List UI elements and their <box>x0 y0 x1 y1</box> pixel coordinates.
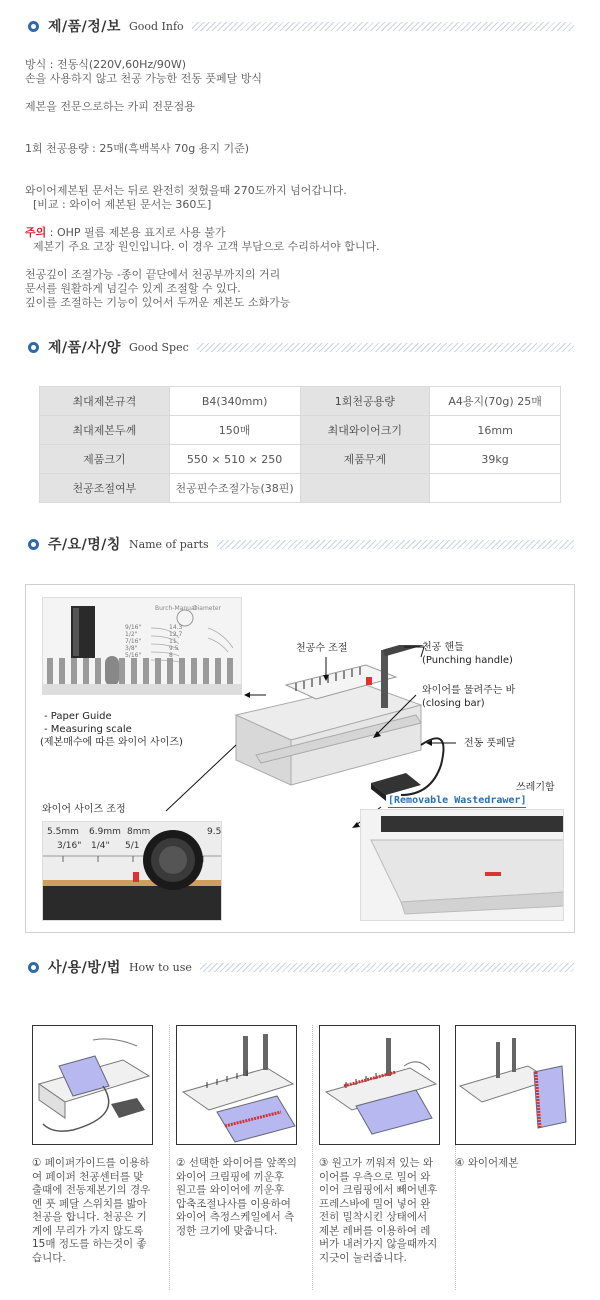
step-4-illustration <box>456 1026 576 1145</box>
section-divider <box>217 540 574 549</box>
step-1 <box>32 1025 153 1265</box>
wire-adjust-photo <box>42 821 222 921</box>
scale-value: 5.5mm <box>47 827 79 837</box>
spec-label: 최대제본두께 <box>40 416 170 445</box>
scale-value: 8mm <box>127 827 151 837</box>
scale-value: 6.9mm <box>89 827 121 837</box>
info-line: 와이어제본된 문서는 뒤로 완전히 젖혔을때 270도까지 넘어갑니다. <box>25 184 347 197</box>
chart-size-1: 1/2" <box>125 631 138 638</box>
spec-label: 제품무게 <box>300 445 430 474</box>
step-text: ④ 와이어제본 <box>455 1157 519 1169</box>
section-bullet-icon <box>28 21 39 32</box>
step-3-image <box>319 1025 440 1145</box>
info-line: 제본을 전문으로하는 카피 전문점용 <box>25 100 195 113</box>
section-header-parts <box>28 535 574 553</box>
info-line: 문서를 원활하게 넘길수 있게 조절할 수 있다. <box>25 282 241 295</box>
chart-dia-3: 9.5 <box>169 645 179 652</box>
label-drawer-ko: 쓰레기함 <box>516 782 555 793</box>
scale-value: 9.5 <box>207 827 222 837</box>
spec-value: 550 × 510 × 250 <box>169 445 300 474</box>
spec-value: 150매 <box>169 416 300 445</box>
info-line: 방식 : 전동식(220V,60Hz/90W) <box>25 58 187 71</box>
table-row <box>40 474 561 503</box>
table-row <box>40 387 561 416</box>
chart-size-4: 5/16" <box>125 652 142 659</box>
scale-value: 3/16" <box>57 841 82 851</box>
section-subtitle: Good Info <box>128 19 184 33</box>
spec-value <box>430 474 561 503</box>
step-1-illustration <box>33 1026 153 1145</box>
warning-line: 제본기 주요 고장 원인입니다. 이 경우 고객 부담으로 수리하셔야 합니다. <box>33 240 380 253</box>
step-4 <box>455 1025 576 1171</box>
section-title: 제/품/사/양 <box>48 340 121 356</box>
spec-value: B4(340mm) <box>169 387 300 416</box>
label-drawer-en: [Removable Wastedrawer] <box>388 795 527 806</box>
info-line: 1회 천공용량 : 25매(흑백복사 70g 용지 기준) <box>25 142 250 155</box>
step-separator <box>312 1025 313 1290</box>
label-paper-guide: - Paper Guide <box>44 711 112 722</box>
spec-label: 천공조절여부 <box>40 474 170 503</box>
warning-line: 주의 : OHP 필름 제본용 표지로 사용 불가 <box>25 226 226 239</box>
chart-size-2: 7/16" <box>125 638 142 645</box>
label-measuring-scale: - Measuring scale <box>44 724 132 735</box>
section-subtitle: Good Spec <box>128 340 189 354</box>
spec-value: 16mm <box>430 416 561 445</box>
step-1-image <box>32 1025 153 1145</box>
section-subtitle: Name of parts <box>128 537 209 551</box>
step-text: ① 페이퍼가이드를 이용하여 페이퍼 천공센터를 맞출때에 전동제본기의 경우엔 풋 페달 스위치를 밟아 천공을 합니다. 천공은 기계에 무리가 가지 않도록 15매 정도를 하는것이 좋습니다. <box>32 1157 151 1264</box>
section-bullet-icon <box>28 539 39 550</box>
section-divider <box>200 963 574 972</box>
step-2-image <box>176 1025 297 1145</box>
label-wire-adjust: 와이어 사이즈 조정 <box>42 804 126 815</box>
label-closing-en: (closing bar) <box>422 698 485 709</box>
waste-drawer-illustration <box>361 810 564 921</box>
step-text: ③ 원고가 끼워져 있는 와이어를 우측으로 밀어 와이어 크림핑에서 빼어넨후 프레스바에 밀어 넣어 완전히 밀착시킨 상태에서 제본 레버를 이용하여 레버가 내려가지 않을때까지 지긋이 눌러줍니다. <box>319 1157 438 1264</box>
spec-label: 제품크기 <box>40 445 170 474</box>
scale-value: 1/4" <box>91 841 110 851</box>
info-line: 깊이를 조절하는 기능이 있어서 두꺼운 제본도 소화가능 <box>25 296 291 309</box>
step-3 <box>319 1025 440 1265</box>
section-header-spec <box>28 338 574 356</box>
chart-label-diameter: Diameter <box>193 605 222 612</box>
section-header-info <box>28 17 574 35</box>
label-wire-size-note: (제본매수에 따른 와이어 사이즈) <box>40 737 183 748</box>
label-handle-ko: 천공 핸들 <box>422 642 464 653</box>
spec-value: 천공핀수조절가능(38핀) <box>169 474 300 503</box>
chart-size-0: 9/16" <box>125 624 142 631</box>
chart-dia-1: 12.7 <box>169 631 183 638</box>
table-row <box>40 416 561 445</box>
section-bullet-icon <box>28 962 39 973</box>
spec-label: 최대와이어크기 <box>300 416 430 445</box>
parts-diagram <box>25 584 575 933</box>
step-2 <box>176 1025 297 1238</box>
spec-label <box>300 474 430 503</box>
section-header-howto <box>28 958 574 976</box>
table-row <box>40 445 561 474</box>
scale-value: 5/1 <box>125 841 140 851</box>
section-divider <box>192 22 574 31</box>
chart-dia-0: 14.3 <box>169 624 183 631</box>
spec-value: 39kg <box>430 445 561 474</box>
section-title: 사/용/방/법 <box>48 960 121 976</box>
product-info-text <box>25 58 570 310</box>
step-4-image <box>455 1025 576 1145</box>
spec-label: 1회천공용량 <box>300 387 430 416</box>
info-line: 손을 사용하지 않고 천공 가능한 전동 풋페달 방식 <box>25 72 262 85</box>
step-text: ② 선택한 와이어를 앞쪽의 와이어 크림핑에 끼운후 원고를 와이어에 끼운후 압축조절나사를 이용하여 와이어 측정스케일에서 측정한 크기에 맞춥니다. <box>176 1157 297 1237</box>
section-bullet-icon <box>28 342 39 353</box>
waste-drawer-photo <box>360 809 564 921</box>
label-punch-adjust: 천공수 조절 <box>296 643 348 654</box>
info-line: 천공깊이 조절가능 -종이 끝단에서 천공부까지의 거리 <box>25 268 281 281</box>
warning-label: 주의 <box>25 226 47 239</box>
spec-value: A4용지(70g) 25매 <box>430 387 561 416</box>
section-title: 제/품/정/보 <box>48 19 121 35</box>
spec-label: 최대제본규격 <box>40 387 170 416</box>
chart-dia-2: 11 <box>169 638 177 645</box>
chart-dia-4: 8 <box>169 652 173 659</box>
usage-steps <box>25 1025 575 1290</box>
chart-label-burch: Burch-Manual <box>155 605 197 612</box>
label-closing-ko: 와이어를 물려주는 바 <box>422 685 516 696</box>
info-line: [비교 : 와이어 제본된 문서는 360도] <box>33 198 212 211</box>
step-2-illustration <box>177 1026 297 1145</box>
step-3-illustration <box>320 1026 440 1145</box>
label-foot-pedal: 전동 풋페달 <box>464 738 516 749</box>
section-divider <box>197 343 574 352</box>
chart-size-3: 3/8" <box>125 645 138 652</box>
label-handle-en: (Punching handle) <box>422 655 513 666</box>
section-title: 주/요/명/칭 <box>48 537 121 553</box>
spec-table <box>39 386 561 503</box>
step-separator <box>169 1025 170 1290</box>
section-subtitle: How to use <box>128 960 192 974</box>
